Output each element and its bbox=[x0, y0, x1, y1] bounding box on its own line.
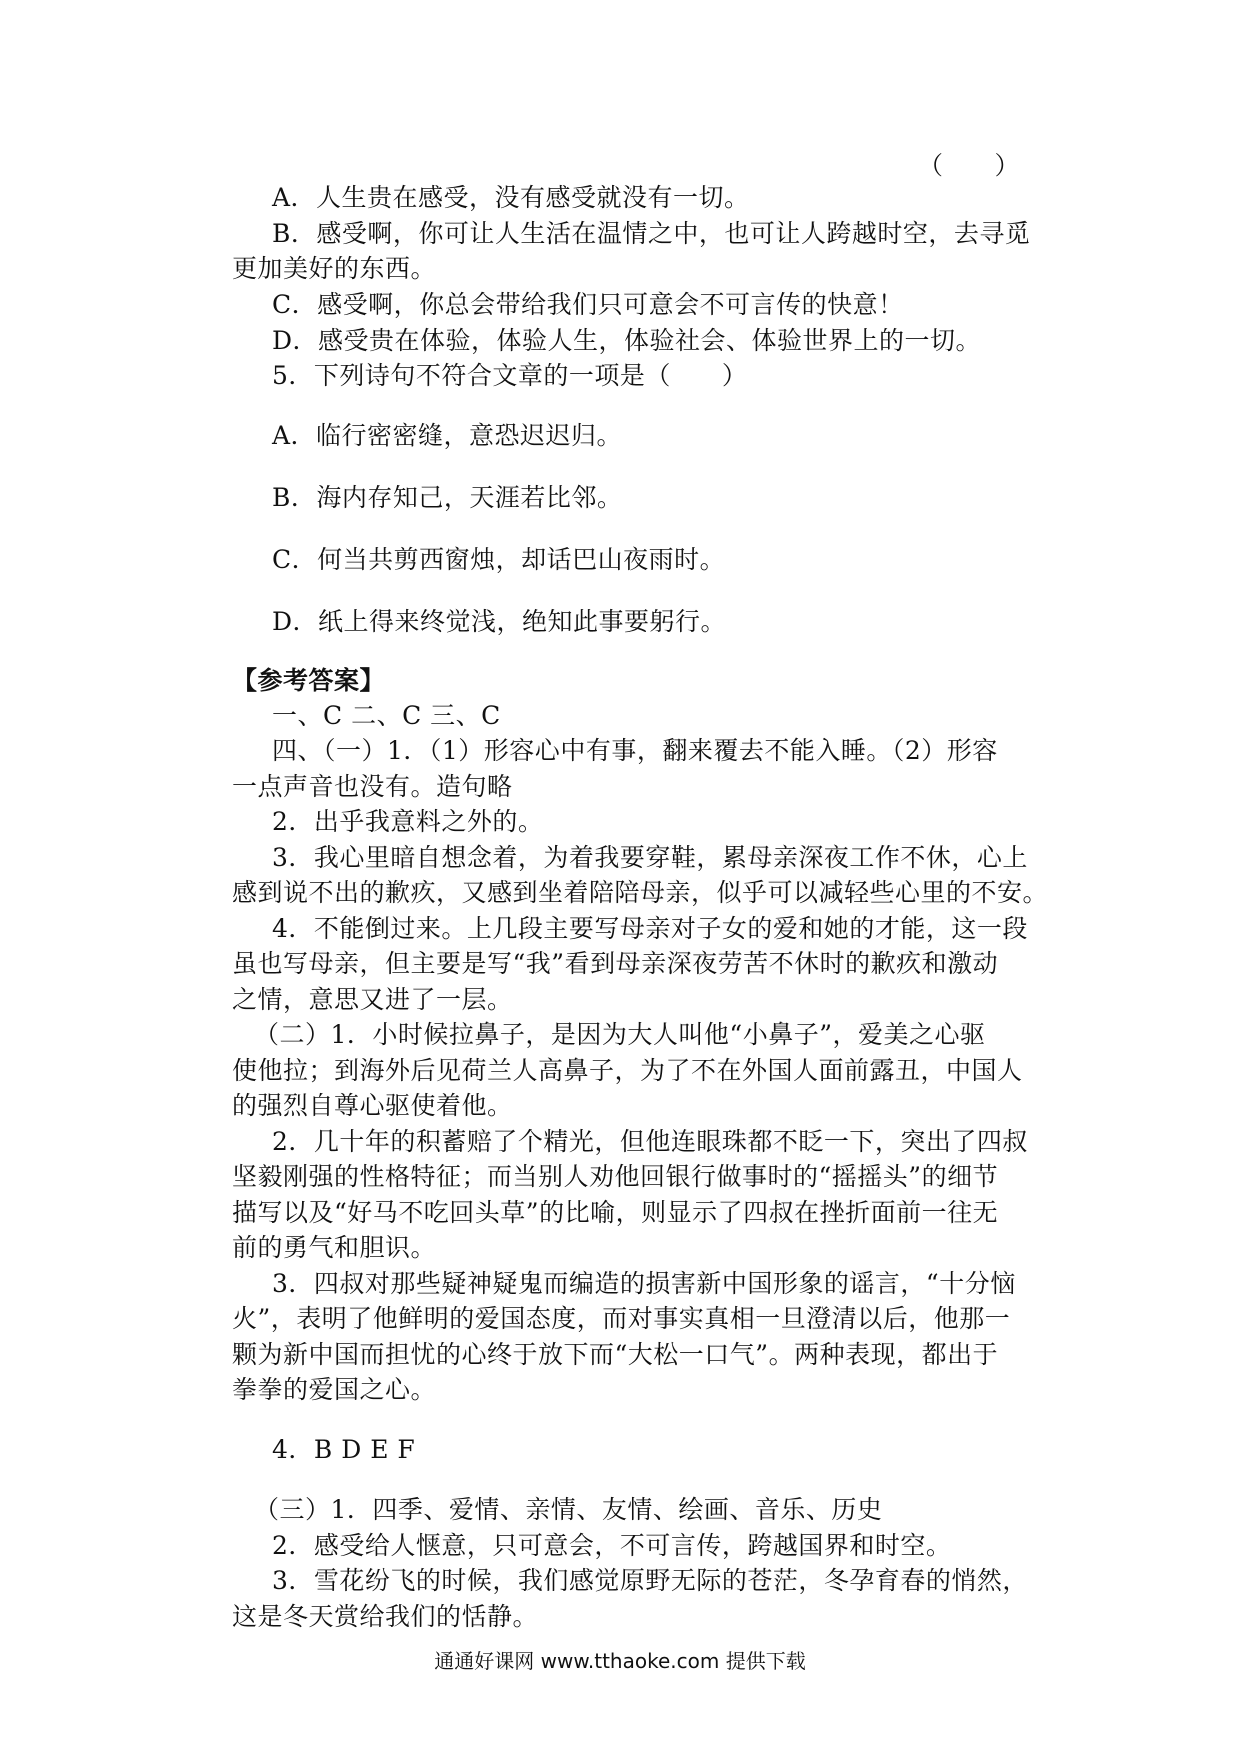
page-footer: 通通好课网 www.tthaoke.com 提供下载 bbox=[434, 1649, 806, 1673]
answer-line: 2．出乎我意料之外的。 bbox=[272, 807, 544, 836]
answer-line: 3．雪花纷飞的时候，我们感觉原野无际的苍茫，冬孕育春的悄然， bbox=[272, 1566, 1028, 1595]
answer-line: 四、（一）1．（1）形容心中有事，翻来覆去不能入睡。（2）形容 bbox=[272, 736, 998, 765]
answer-line: 4．B D E F bbox=[272, 1435, 416, 1464]
answer-line: 这是冬天赏给我们的恬静。 bbox=[232, 1602, 539, 1631]
answer-line: 使他拉；到海外后见荷兰人高鼻子，为了不在外国人面前露丑，中国人 bbox=[232, 1056, 1023, 1085]
answer-line: 前的勇气和胆识。 bbox=[232, 1233, 437, 1262]
q4-option-b-cont: 更加美好的东西。 bbox=[232, 254, 437, 283]
q5-question: 5．下列诗句不符合文章的一项是（ ） bbox=[272, 361, 748, 390]
answer-line: 之情，意思又进了一层。 bbox=[232, 985, 513, 1014]
answer-line: 的强烈自尊心驱使着他。 bbox=[232, 1091, 513, 1120]
q5-option-c: C．何当共剪西窗烛，却话巴山夜雨时。 bbox=[272, 545, 726, 574]
answer-line: 火”，表明了他鲜明的爱国态度，而对事实真相一旦澄清以后，他那一 bbox=[232, 1304, 1011, 1333]
answer-line: 3．我心里暗自想念着，为着我要穿鞋，累母亲深夜工作不休，心上 bbox=[272, 843, 1028, 872]
answer-line: 2．感受给人惬意，只可意会，不可言传，跨越国界和时空。 bbox=[272, 1531, 952, 1560]
answer-line: 感到说不出的歉疚，又感到坐着陪陪母亲，似乎可以减轻些心里的不安。 bbox=[232, 878, 1049, 907]
answer-line: 3．四叔对那些疑神疑鬼而编造的损害新中国形象的谣言，“十分恼 bbox=[272, 1269, 1016, 1298]
answer-line: （三）1．四季、爱情、亲情、友情、绘画、音乐、历史 bbox=[254, 1495, 883, 1524]
answer-line: 4．不能倒过来。上几段主要写母亲对子女的爱和她的才能，这一段 bbox=[272, 914, 1028, 943]
answer-line: 虽也写母亲，但主要是写“我”看到母亲深夜劳苦不休时的歉疚和激动 bbox=[232, 949, 999, 978]
answer-line: 拳拳的爱国之心。 bbox=[232, 1375, 437, 1404]
answer-line: 2．几十年的积蓄赔了个精光，但他连眼珠都不眨一下，突出了四叔 bbox=[272, 1127, 1028, 1156]
answer-line: 一、C 二、C 三、C bbox=[272, 701, 501, 730]
answers-heading: 【参考答案】 bbox=[232, 666, 386, 695]
answer-line: 一点声音也没有。造句略 bbox=[232, 772, 513, 801]
q4-option-a: A．人生贵在感受，没有感受就没有一切。 bbox=[272, 183, 750, 212]
answer-line: （二）1．小时候拉鼻子，是因为大人叫他“小鼻子”，爱美之心驱 bbox=[254, 1020, 986, 1049]
q4-option-d: D．感受贵在体验，体验人生，体验社会、体验世界上的一切。 bbox=[272, 326, 982, 355]
q4-option-b: B．感受啊，你可让人生活在温情之中，也可让人跨越时空，去寻觅 bbox=[272, 219, 1031, 248]
q4-answer-bracket: （ ） bbox=[918, 151, 1021, 180]
answer-line: 颗为新中国而担忧的心终于放下而“大松一口气”。两种表现，都出于 bbox=[232, 1340, 999, 1369]
q5-option-b: B．海内存知己，天涯若比邻。 bbox=[272, 483, 623, 512]
answer-line: 描写以及“好马不吃回头草”的比喻，则显示了四叔在挫折面前一往无 bbox=[232, 1198, 999, 1227]
q4-option-c: C．感受啊，你总会带给我们只可意会不可言传的快意！ bbox=[272, 290, 904, 319]
answer-line: 坚毅刚强的性格特征；而当别人劝他回银行做事时的“摇摇头”的细节 bbox=[232, 1162, 999, 1191]
q5-option-a: A．临行密密缝，意恐迟迟归。 bbox=[272, 421, 623, 450]
q5-option-d: D．纸上得来终觉浅，绝知此事要躬行。 bbox=[272, 607, 727, 636]
